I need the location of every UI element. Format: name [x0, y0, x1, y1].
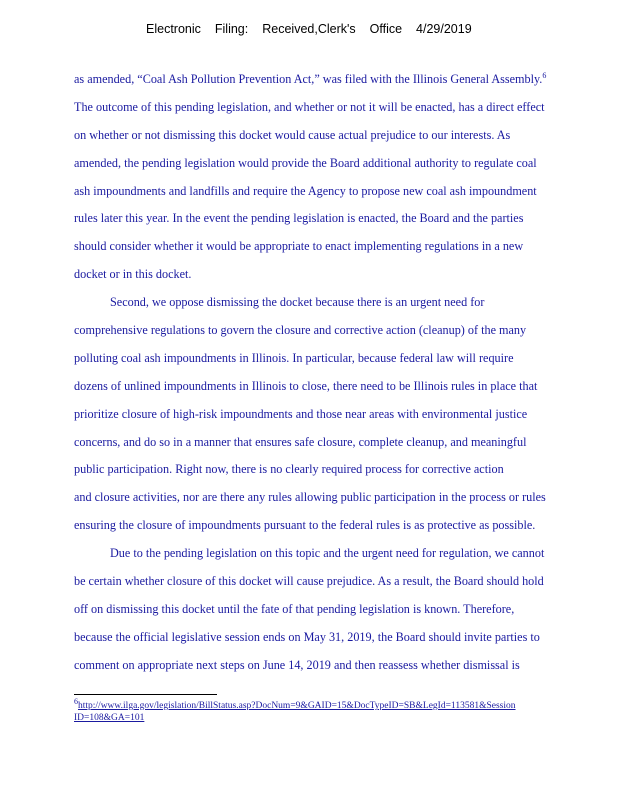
body-line: prioritize closure of high-risk impoundments and those near areas with environmental justice: [74, 406, 528, 421]
body-line: dozens of unlined impoundments in Illinois to close, there need to be Illinois rules in place that: [74, 378, 538, 393]
filing-header: [146, 22, 486, 36]
body-line: amended, the pending legislation would provide the Board additional authority to regulate coal: [74, 155, 537, 170]
body-line: Due to the pending legislation on this topic and the urgent need for regulation, we cannot: [110, 546, 545, 561]
body-line: off on dismissing this docket until the fate of that pending legislation is known. Therefore,: [74, 601, 515, 616]
footnote-divider: [74, 694, 217, 695]
footnote-marker: 6: [74, 696, 78, 706]
body-line: rules later this year. In the event the pending legislation is enacted, the Board and the parties: [74, 211, 524, 226]
body-line: comprehensive regulations to govern the closure and corrective action (cleanup) of the many: [74, 323, 527, 338]
body-line: The outcome of this pending legislation, and whether or not it will be enacted, has a direct effect: [74, 99, 545, 114]
body-line: on whether or not dismissing this docket would cause actual prejudice to our interests. As: [74, 127, 511, 142]
footnote-ref[interactable]: 6: [542, 70, 547, 80]
body-line: should consider whether it would be appropriate to enact implementing regulations in a new: [74, 239, 524, 254]
body-line: Second, we oppose dismissing the docket because there is an urgent need for: [110, 295, 485, 310]
header-electronic: Electronic: [146, 22, 201, 36]
footnote: [74, 696, 604, 724]
body-line: ensuring the closure of impoundments pursuant to the federal rules is as protective as possible.: [74, 518, 536, 533]
body-line: public participation. Right now, there is no clearly required process for corrective action: [74, 462, 504, 477]
body-line: and closure activities, nor are there any rules allowing public participation in the process or rules: [74, 490, 546, 505]
header-filing: Filing:: [214, 22, 249, 36]
header-date: 4/29/2019: [416, 22, 472, 36]
body-line: polluting coal ash impoundments in Illinois. In particular, because federal law will require: [74, 350, 514, 365]
header-office: Office: [369, 22, 403, 36]
body-line: be certain whether closure of this docket will cause prejudice. As a result, the Board should hold: [74, 574, 544, 589]
body-line: concerns, and do so in a manner that ensures safe closure, complete cleanup, and meaningful: [74, 434, 527, 449]
body-line: docket or in this docket.: [74, 267, 192, 282]
header-received: Received,Clerk's: [262, 22, 356, 36]
footnote-link[interactable]: http://www.ilga.gov/legislation/BillStatus.asp?DocNum=9&GAID=15&DocTypeID=SB&LegId=113581&Session ID=108&GA=101: [74, 701, 516, 723]
body-line: ash impoundments and landfills and require the Agency to propose new coal ash impoundment: [74, 183, 537, 198]
document-body: [74, 66, 604, 680]
body-line: as amended, “Coal Ash Pollution Prevention Act,” was filed with the Illinois General Assembly.$^6$: [74, 70, 547, 86]
body-line: comment on appropriate next steps on June 14, 2019 and then reassess whether dismissal is: [74, 657, 520, 672]
body-line: because the official legislative session ends on May 31, 2019, the Board should invite parties to: [74, 629, 540, 644]
